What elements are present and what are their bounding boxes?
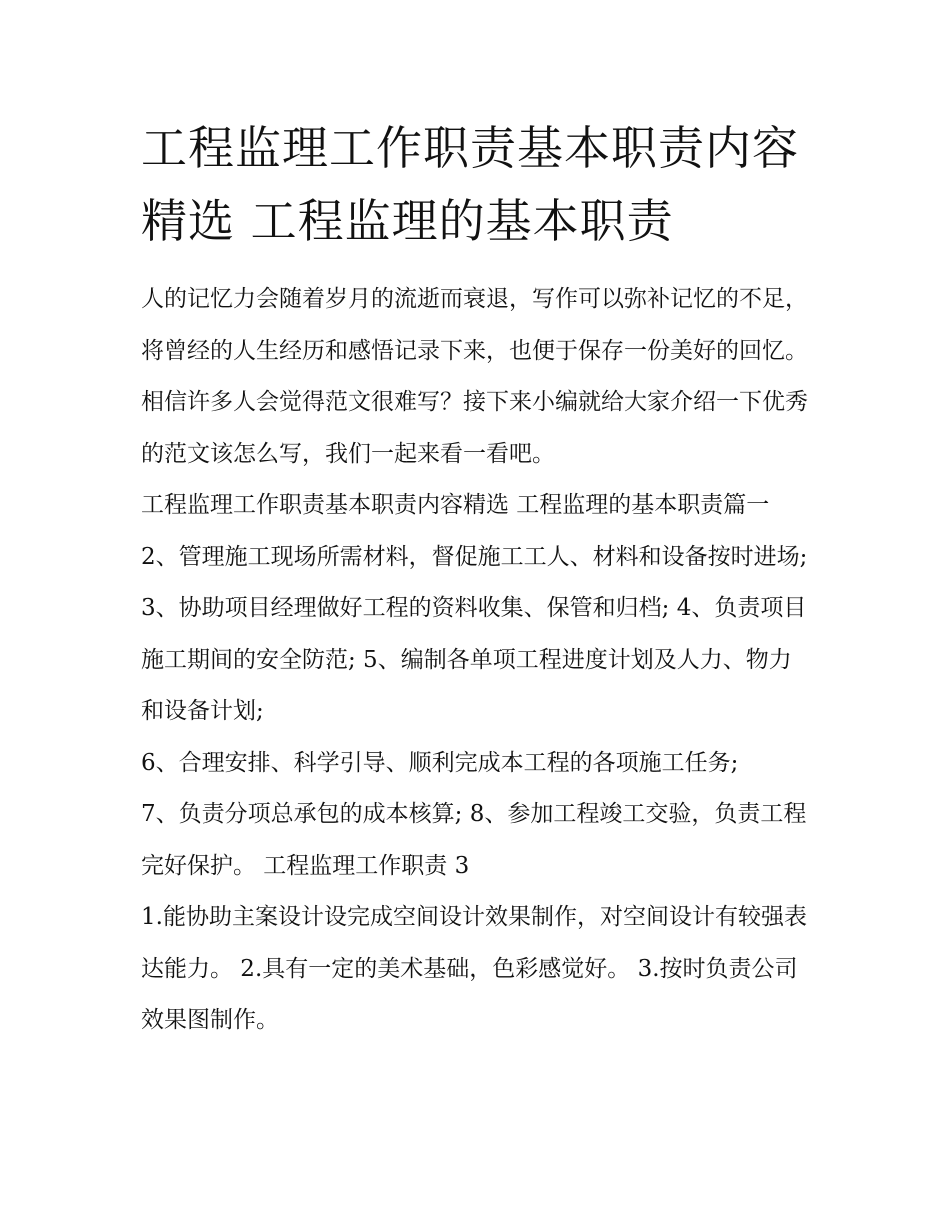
document-body: [141, 274, 813, 1047]
paragraph-duty-7-8: 7、负责分项总承包的成本核算; 8、参加工程竣工交验，负责工程完好保护。 工程监理工作职责 3: [141, 801, 807, 879]
paragraph-intro: 人的记忆力会随着岁月的流逝而衰退，写作可以弥补记忆的不足，将曾经的人生经历和感悟记录下来，也便于保存一份美好的回忆。相信许多人会觉得范文很难写？接下来小编就给大家介绍一下优秀的范文该怎么写，我们一起来看一看吧。: [141, 286, 808, 467]
paragraph-duty-6: 6、合理安排、科学引导、顺利完成本工程的各项施工任务;: [141, 749, 739, 776]
paragraph-duty-2: 工程监理工作职责基本职责内容精选 工程监理的基本职责篇一 2、管理施工现场所需材料，督促施工工人、材料和设备按时进场;: [141, 492, 808, 570]
document-title: 工程监理工作职责基本职责内容精选 工程监理的基本职责: [141, 121, 799, 248]
document-page: [141, 112, 813, 1047]
paragraph-duty-3-5: 3、协助项目经理做好工程的资料收集、保管和归档; 4、负责项目施工期间的安全防范; 5、编制各单项工程进度计划及人力、物力和设备计划;: [141, 595, 807, 724]
paragraph-design-duties: 1.能协助主案设计设完成空间设计效果制作，对空间设计有较强表达能力。 2.具有一定的美术基础，色彩感觉好。 3.按时负责公司效果图制作。: [141, 904, 807, 1033]
